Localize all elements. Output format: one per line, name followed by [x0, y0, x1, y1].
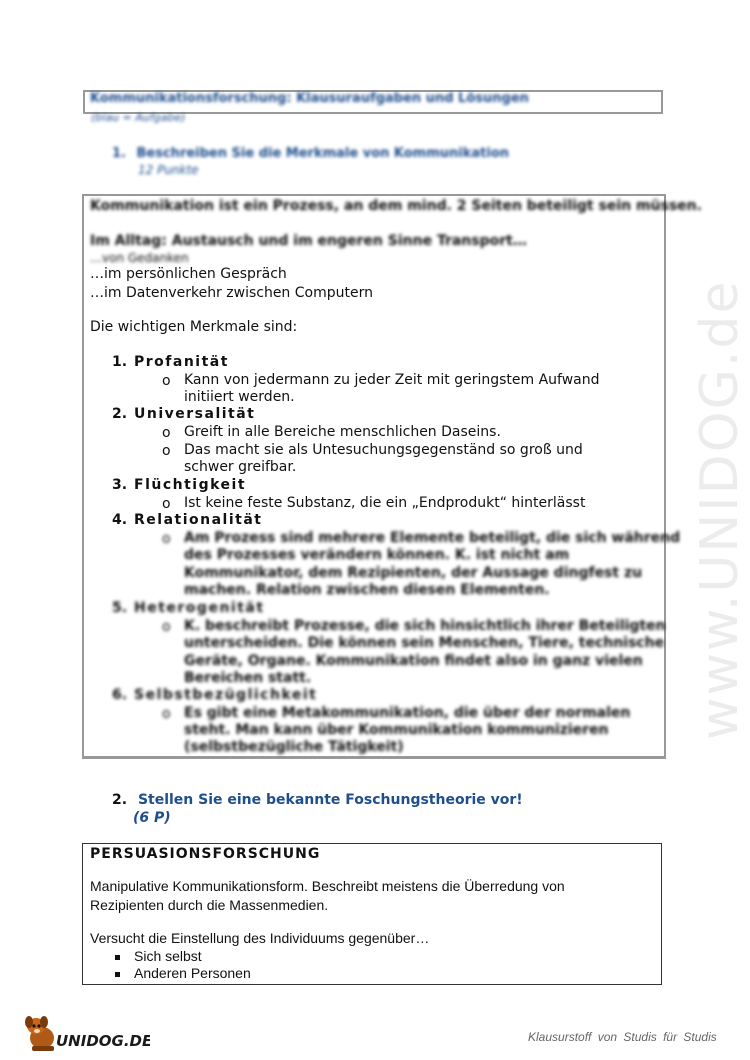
feature-5-point: K. beschreibt Prozesse, die sich hinsichtlich ihrer Beteiligten: [184, 618, 666, 634]
circle-bullet-icon: o: [162, 531, 171, 547]
feature-3-number: 3.: [112, 477, 128, 493]
question-1-text: Beschreiben Sie die Merkmale von Kommunikation: [136, 146, 510, 161]
unidog-logo: [20, 1012, 150, 1058]
feature-3-term: Flüchtigkeit: [134, 477, 247, 493]
feature-5-point: unterscheiden. Die können sein Menschen, Tiere, technische: [184, 635, 665, 651]
question-1: [112, 146, 509, 161]
feature-6-point: (selbstbezügliche Tätigkeit): [184, 739, 404, 755]
square-bullet-icon: [115, 972, 120, 977]
logo-text: UNIDOG.DE: [56, 1032, 150, 1050]
feature-2-number: 2.: [112, 406, 128, 422]
feature-1-term: Profanität: [134, 354, 229, 370]
feature-5-number: 5.: [112, 600, 128, 616]
feature-6-number: 6.: [112, 687, 128, 703]
feature-1-point: Kann von jedermann zu jeder Zeit mit geringstem Aufwand: [184, 372, 600, 388]
answer-2-line: Rezipienten durch die Massenmedien.: [90, 897, 329, 913]
answer-1-everyday: Im Alltag: Austausch und im engeren Sinne Transport…: [90, 233, 527, 249]
feature-2-term: Universalität: [134, 406, 256, 422]
feature-1-number: 1.: [112, 354, 128, 370]
circle-bullet-icon: o: [162, 496, 171, 512]
feature-4-term: Relationalität: [134, 512, 263, 528]
feature-2-point: Das macht sie als Untesuchungsgegenständ so groß und: [184, 442, 583, 458]
question-2-text: Stellen Sie eine bekannte Foschungstheorie vor!: [137, 792, 523, 808]
features-intro: Die wichtigen Merkmale sind:: [90, 319, 298, 335]
dog-logo-icon: [20, 1012, 150, 1054]
answer-1-conversation: …im persönlichen Gespräch: [90, 266, 287, 282]
answer-2-bullet: Anderen Personen: [134, 965, 251, 981]
feature-2-point: schwer greifbar.: [184, 459, 297, 475]
feature-2-point: Greift in alle Bereiche menschlichen Daseins.: [184, 424, 501, 440]
feature-6-term: Selbstbezüglichkeit: [134, 687, 318, 703]
question-1-points: 12 Punkte: [138, 163, 199, 177]
square-bullet-icon: [115, 955, 120, 960]
answer-2-heading: PERSUASIONSFORSCHUNG: [90, 846, 321, 862]
circle-bullet-icon: o: [162, 619, 171, 635]
feature-3-point: Ist keine feste Substanz, die ein „Endprodukt“ hinterlässt: [184, 495, 586, 511]
circle-bullet-icon: o: [162, 706, 171, 722]
circle-bullet-icon: o: [162, 425, 171, 441]
feature-4-point: des Prozesses verändern können. K. ist nicht am: [184, 547, 570, 563]
question-2-number: 2.: [112, 792, 128, 808]
feature-1-point: initiiert werden.: [184, 389, 295, 405]
circle-bullet-icon: o: [162, 443, 171, 459]
feature-6-point: Es gibt eine Metakommunikation, die über der normalen: [184, 705, 631, 721]
feature-4-point: Kommunikator, dem Rezipienten, der Aussage dingfest zu: [184, 565, 643, 581]
question-2: [112, 792, 523, 808]
page-title: Kommunikationsforschung: Klausuraufgaben und Lösungen: [90, 91, 529, 106]
question-2-points: (6 P): [133, 810, 171, 826]
page-subtitle: (blau = Aufgabe): [91, 111, 186, 124]
question-1-number: 1.: [112, 146, 126, 161]
feature-5-term: Heterogenität: [134, 600, 265, 616]
feature-4-point: machen. Relation zwischen diesen Elementen.: [184, 582, 550, 598]
feature-5-point: Bereichen statt.: [184, 670, 312, 686]
watermark: www.UNIDOG.de: [690, 279, 750, 740]
answer-1-thoughts: …von Gedanken: [90, 251, 189, 265]
answer-2-line: Manipulative Kommunikationsform. Beschreibt meistens die Überredung von: [90, 878, 565, 894]
feature-4-number: 4.: [112, 512, 128, 528]
answer-1-intro: Kommunikation ist ein Prozess, an dem mind. 2 Seiten beteiligt sein müssen.: [90, 198, 702, 214]
feature-6-point: steht. Man kann über Kommunikation kommunizieren: [184, 722, 609, 738]
circle-bullet-icon: o: [162, 373, 171, 389]
footer-tagline: Klausurstoff von Studis für Studis: [528, 1030, 717, 1044]
feature-5-point: Geräte, Organe. Kommunikation findet also in ganz vielen: [184, 653, 643, 669]
answer-2-line: Versucht die Einstellung des Individuums gegenüber…: [90, 930, 430, 946]
feature-4-point: Am Prozess sind mehrere Elemente beteiligt, die sich während: [184, 530, 681, 546]
answer-2-bullet: Sich selbst: [134, 948, 202, 964]
answer-1-data-traffic: …im Datenverkehr zwischen Computern: [90, 285, 373, 301]
